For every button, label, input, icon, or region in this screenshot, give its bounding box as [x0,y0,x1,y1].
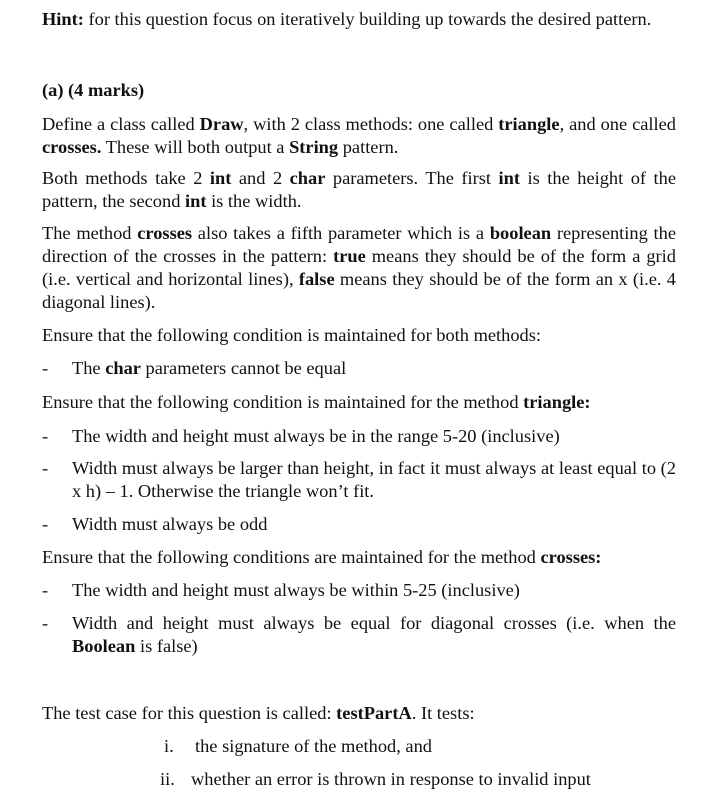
parameters-paragraph: Both methods take 2 int and 2 char parameters. The first int is the height of the pattern, the second int is the width. [42,168,676,211]
triangle-intro: Ensure that the following condition is maintained for the method triangle: [42,392,591,412]
crosses-paragraph: The method crosses also takes a fifth parameter which is a boolean representing the direction of the crosses in the pattern: true means they should be of the form a grid (i.e. vertical and horizontal lines), false means they should be of the form an x (i.e. 4 diagonal lines). [42,223,676,312]
hint-paragraph: Hint: for this question focus on iteratively building up towards the desired pattern. [42,9,652,29]
crosses-intro: Ensure that the following conditions are maintained for the method crosses: [42,547,602,567]
document-page: Hint: for this question focus on iteratively building up towards the desired pattern. (a) (4 marks) Define a class called Draw, with 2 class methods: one called triangle, and one called crosses. These will both output a String pattern. Both methods take 2 int and 2 char parameters. The first int is the height of the pattern, the second int is the width. The method crosses also takes a fifth parameter which is a boolean representing the direction of the crosses in the pattern: true means they should be of the form a grid (i.e. vertical and horizontal lines), false means they should be of the form an x (i.e. 4 diagonal lines). Ensure that the following condition is maintained for both methods: - The char parameters cannot be equal Ensure that the following condition is maintained for the method triangle: - The width and height must always be in the range 5-20 (inclusive) - Width must always be larger than height, in fact it must always at least equal to (2 x h) – 1. Otherwise the triangle won’t fit. - Width must always be odd Ensure that the following conditions are maintained for the method crosses: - The width and height must always be within 5-25 (inclusive) - Width and height must always be equal for diagonal crosses (i.e. when the Boolean is false) The test case for this question is called: testPartA. It tests: i. the signature of the method, and ii. whether an error is thrown in response to invalid input [42,9,676,789]
definition-paragraph: Define a class called Draw, with 2 class methods: one called triangle, and one called crosses. These will both output a String pattern. [42,114,676,157]
part-a-heading: (a) (4 marks) [42,80,145,100]
roman-numeral: i. [164,736,174,756]
both-methods-intro: Ensure that the following condition is maintained for both methods: [42,325,542,345]
hint-label: Hint: [42,9,84,29]
test-item-text: whether an error is thrown in response to invalid input [191,769,591,789]
test-item-text: the signature of the method, and [195,736,432,756]
roman-numeral: ii. [160,769,175,789]
test-case-paragraph: The test case for this question is called: testPartA. It tests: [42,703,475,723]
